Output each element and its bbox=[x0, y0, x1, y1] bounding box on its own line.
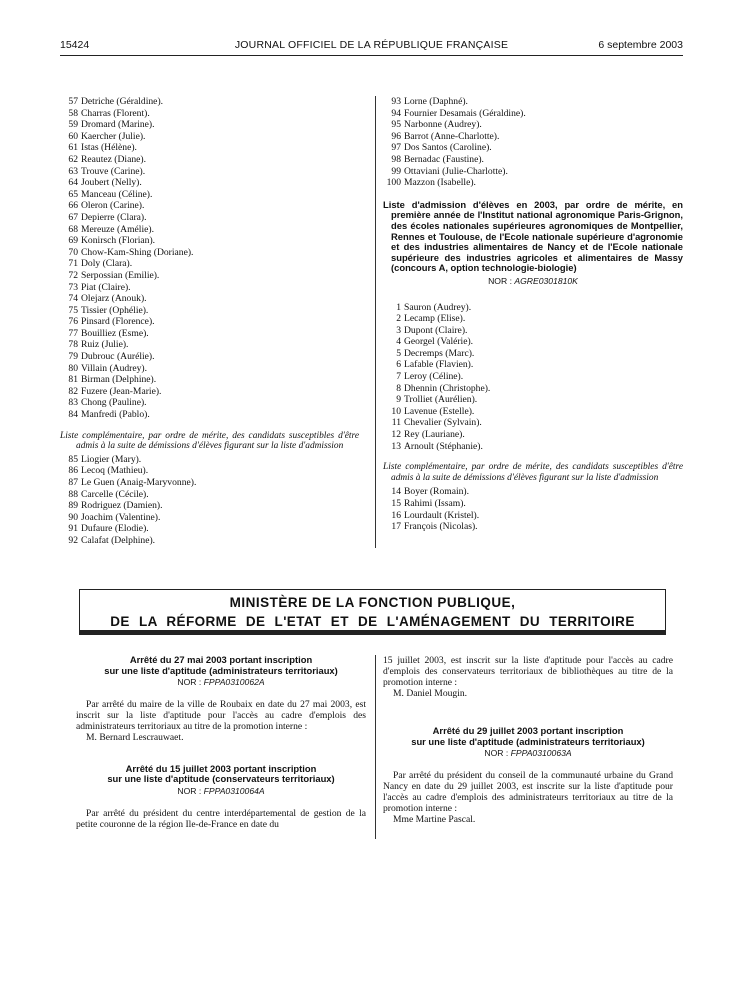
candidate-name: Istas (Hélène). bbox=[81, 142, 137, 154]
rank-number: 67 bbox=[68, 211, 78, 223]
nor-label: NOR : bbox=[177, 785, 202, 796]
list-item bbox=[383, 429, 683, 441]
candidate-name: Doly (Clara). bbox=[81, 258, 133, 270]
candidate-name: Dubrouc (Aurélie). bbox=[81, 351, 155, 363]
rank-number: 97 bbox=[391, 142, 401, 154]
ministry-heading-box bbox=[79, 589, 666, 635]
ministry-line-2: DE LA RÉFORME DE L'ETAT ET DE L'AMÉNAGEMENT DU TERRITOIRE bbox=[110, 614, 635, 629]
list-item bbox=[60, 454, 368, 466]
candidate-name: Reautez (Diane). bbox=[81, 153, 146, 165]
page-number: 15424 bbox=[60, 39, 90, 51]
list-item bbox=[383, 498, 683, 510]
list-item bbox=[383, 177, 683, 189]
rank-number: 3 bbox=[396, 324, 401, 336]
candidate-name: Narbonne (Audrey). bbox=[404, 119, 482, 131]
rank-number: 92 bbox=[68, 534, 78, 546]
rank-number: 86 bbox=[68, 465, 78, 477]
list-item bbox=[60, 108, 368, 120]
rank-number: 4 bbox=[396, 336, 401, 348]
list-item bbox=[60, 293, 368, 305]
list-item bbox=[60, 397, 368, 409]
rank-number: 60 bbox=[68, 130, 78, 142]
candidate-name: Trolliet (Aurélien). bbox=[404, 394, 478, 406]
rank-number: 2 bbox=[396, 313, 401, 325]
candidate-name: Dromard (Marine). bbox=[81, 119, 155, 131]
candidate-name: Lecamp (Elise). bbox=[404, 313, 466, 325]
candidate-name: Dhennin (Christophe). bbox=[404, 382, 491, 394]
lower-right-column bbox=[383, 655, 673, 825]
nor-label: NOR : bbox=[177, 677, 202, 688]
candidate-name: Dufaure (Elodie). bbox=[81, 523, 149, 535]
candidate-name: Olejarz (Anouk). bbox=[81, 293, 147, 305]
ranked-list-right bbox=[383, 96, 683, 189]
column-divider-top bbox=[375, 96, 376, 548]
list-item bbox=[383, 383, 683, 395]
list-item bbox=[60, 328, 368, 340]
list-item bbox=[60, 235, 368, 247]
list-item bbox=[60, 189, 368, 201]
list-item bbox=[60, 500, 368, 512]
arrete-3-title-line-2: sur une liste d'aptitude (administrateurs territoriaux) bbox=[411, 735, 645, 747]
list-item bbox=[60, 212, 368, 224]
candidate-name: Charras (Florent). bbox=[81, 107, 150, 119]
nor-code: AGRE0301810K bbox=[514, 275, 578, 286]
candidate-name: Joubert (Nelly). bbox=[81, 177, 142, 189]
rank-number: 57 bbox=[68, 96, 78, 107]
list-item bbox=[383, 119, 683, 131]
list-item bbox=[60, 512, 368, 524]
candidate-name: Tissier (Ophélie). bbox=[81, 304, 149, 316]
header-rule bbox=[60, 55, 683, 56]
list-item bbox=[60, 339, 368, 351]
list-item bbox=[60, 489, 368, 501]
nor-code: FPPA0310064A bbox=[203, 785, 265, 796]
list-item bbox=[60, 96, 368, 108]
rank-number: 17 bbox=[391, 521, 401, 533]
list-item bbox=[60, 409, 368, 421]
candidate-name: Georgel (Valérie). bbox=[404, 336, 474, 348]
rank-number: 71 bbox=[68, 258, 78, 270]
rank-number: 95 bbox=[391, 119, 401, 131]
rank-number: 61 bbox=[68, 142, 78, 154]
list-item bbox=[383, 96, 683, 108]
rank-number: 94 bbox=[391, 107, 401, 119]
arrete-3-body: Par arrêté du président du conseil de la communauté urbaine du Grand Nancy en date du 29 juillet 2003, est inscrite sur la liste d'aptitude pour l'accès au cadre d'emplois des administrateurs territoriaux au titre de la promotion interne : bbox=[383, 769, 673, 814]
candidate-name: Manceau (Céline). bbox=[81, 188, 153, 200]
list-item bbox=[60, 305, 368, 317]
arrete-1-title-line-2: sur une liste d'aptitude (administrateurs territoriaux) bbox=[104, 664, 338, 676]
list-item bbox=[383, 510, 683, 522]
rank-number: 82 bbox=[68, 385, 78, 397]
list-item bbox=[383, 359, 683, 371]
journal-title: JOURNAL OFFICIEL DE LA RÉPUBLIQUE FRANÇAISE bbox=[234, 39, 509, 51]
rank-number: 12 bbox=[391, 429, 401, 441]
candidate-name: Liogier (Mary). bbox=[81, 453, 142, 465]
rank-number: 72 bbox=[68, 269, 78, 281]
rank-number: 85 bbox=[68, 453, 78, 465]
candidate-name: Trouve (Carine). bbox=[81, 165, 146, 177]
list-item bbox=[383, 417, 683, 429]
rank-number: 65 bbox=[68, 188, 78, 200]
candidate-name: Dupont (Claire). bbox=[404, 324, 468, 336]
candidate-name: Lafable (Flavien). bbox=[404, 359, 474, 371]
arrete-2-title-line-1: Arrêté du 15 juillet 2003 portant inscription bbox=[125, 762, 317, 774]
list-item bbox=[383, 441, 683, 453]
nor-label: NOR : bbox=[484, 748, 509, 759]
list-item bbox=[60, 477, 368, 489]
complementary-list-left bbox=[60, 454, 368, 547]
rank-number: 89 bbox=[68, 500, 78, 512]
rank-number: 100 bbox=[386, 177, 401, 189]
rank-number: 91 bbox=[68, 523, 78, 535]
list-item bbox=[60, 374, 368, 386]
candidate-name: Birman (Delphine). bbox=[81, 374, 157, 386]
rank-number: 13 bbox=[391, 440, 401, 452]
list-item bbox=[60, 142, 368, 154]
complementary-intro-right: Liste complémentaire, par ordre de mérite, des candidats susceptibles d'être admis à la suite de démissions d'élèves figurant sur la liste d'admission bbox=[383, 462, 683, 483]
candidate-name: Bouilliez (Esme). bbox=[81, 327, 149, 339]
list-item bbox=[383, 486, 683, 498]
rank-number: 88 bbox=[68, 488, 78, 500]
list-item bbox=[383, 108, 683, 120]
candidate-name: Carcelle (Cécile). bbox=[81, 488, 149, 500]
rank-number: 59 bbox=[68, 119, 78, 131]
candidate-name: Lorne (Daphné). bbox=[404, 96, 468, 107]
list-item bbox=[60, 465, 368, 477]
ministry-line-1: MINISTÈRE DE LA FONCTION PUBLIQUE, bbox=[229, 595, 516, 610]
list-item bbox=[383, 154, 683, 166]
candidate-name: François (Nicolas). bbox=[404, 521, 478, 533]
admission-list-title: Liste d'admission d'élèves en 2003, par ordre de mérite, en première année de l'Institut national agronomique Paris-Grignon, des écoles nationales supérieures agronomiques de Montpellier, Rennes et Toulouse, de l'Ecole nationale supérieure d'agronomie et des industries alimentaires de Nancy et de l'Ecole nationale supérieure des industries agricoles et alimentaires de Massy (concours A, option technologie-biologie) bbox=[383, 198, 683, 274]
list-item bbox=[383, 142, 683, 154]
arrete-2-person: M. Daniel Mougin. bbox=[393, 688, 468, 699]
candidate-name: Leroy (Céline). bbox=[404, 371, 464, 383]
rank-number: 70 bbox=[68, 246, 78, 258]
nor-label: NOR : bbox=[488, 275, 512, 286]
candidate-name: Konirsch (Florian). bbox=[81, 235, 156, 247]
rank-number: 99 bbox=[391, 165, 401, 177]
candidate-name: Chow-Kam-Shing (Doriane). bbox=[81, 246, 194, 258]
rank-number: 15 bbox=[391, 498, 401, 509]
list-item bbox=[383, 313, 683, 325]
candidate-name: Lourdault (Kristel). bbox=[404, 509, 480, 521]
rank-number: 81 bbox=[68, 374, 78, 386]
rank-number: 79 bbox=[68, 351, 78, 363]
list-item bbox=[60, 247, 368, 259]
rank-number: 90 bbox=[68, 511, 78, 523]
candidate-name: Dos Santos (Caroline). bbox=[404, 142, 492, 154]
candidate-name: Rahimi (Issam). bbox=[404, 498, 466, 509]
arrete-2-continued: 15 juillet 2003, est inscrit sur la liste d'aptitude pour l'accès au cadre d'emplois des conservateurs territoriaux de bibliothèques au titre de la promotion interne : bbox=[383, 655, 673, 688]
list-item bbox=[383, 302, 683, 314]
candidate-name: Depierre (Clara). bbox=[81, 211, 147, 223]
candidate-name: Lavenue (Estelle). bbox=[404, 405, 475, 417]
arrete-2-body: Par arrêté du président du centre interdépartemental de gestion de la petite couronne de la région Ile-de-France en date du bbox=[76, 807, 366, 830]
arrete-3-person: Mme Martine Pascal. bbox=[393, 813, 476, 825]
candidate-name: Joachim (Valentine). bbox=[81, 511, 161, 523]
rank-number: 87 bbox=[68, 477, 78, 488]
right-column bbox=[383, 96, 683, 533]
arrete-1-nor bbox=[76, 677, 366, 689]
rank-number: 62 bbox=[68, 153, 78, 165]
candidate-name: Piat (Claire). bbox=[81, 281, 131, 293]
candidate-name: Chong (Pauline). bbox=[81, 397, 147, 409]
candidate-name: Fuzere (Jean-Marie). bbox=[81, 385, 162, 397]
rank-number: 75 bbox=[68, 304, 78, 316]
candidate-name: Chevalier (Sylvain). bbox=[404, 417, 482, 429]
list-item bbox=[60, 386, 368, 398]
list-item bbox=[383, 325, 683, 337]
rank-number: 73 bbox=[68, 281, 78, 293]
list-item bbox=[60, 166, 368, 178]
complementary-list-right bbox=[383, 486, 683, 532]
rank-number: 14 bbox=[391, 486, 401, 498]
candidate-name: Detriche (Géraldine). bbox=[81, 96, 164, 107]
arrete-1-person: M. Bernard Lescrauwaet. bbox=[86, 731, 184, 743]
rank-number: 16 bbox=[391, 509, 401, 521]
arrete-3-nor bbox=[383, 748, 673, 760]
rank-number: 78 bbox=[68, 339, 78, 351]
rank-number: 58 bbox=[68, 107, 78, 119]
arrete-2-nor bbox=[76, 786, 366, 798]
page-header bbox=[60, 39, 683, 53]
candidate-name: Ruiz (Julie). bbox=[81, 339, 129, 351]
column-divider-bottom bbox=[375, 655, 376, 839]
rank-number: 84 bbox=[68, 409, 78, 421]
rank-number: 63 bbox=[68, 165, 78, 177]
list-item bbox=[383, 336, 683, 348]
nor-code: FPPA0310063A bbox=[510, 748, 572, 759]
rank-number: 66 bbox=[68, 200, 78, 212]
list-item bbox=[60, 523, 368, 535]
rank-number: 8 bbox=[396, 382, 401, 394]
candidate-name: Calafat (Delphine). bbox=[81, 534, 156, 546]
list-item bbox=[383, 394, 683, 406]
rank-number: 98 bbox=[391, 153, 401, 165]
candidate-name: Kaercher (Julie). bbox=[81, 130, 146, 142]
list-item bbox=[383, 348, 683, 360]
rank-number: 93 bbox=[391, 96, 401, 107]
complementary-intro-left: Liste complémentaire, par ordre de mérite, des candidats susceptibles d'être admis à la suite de démissions d'élèves figurant sur la liste d'admission bbox=[60, 430, 359, 452]
list-item bbox=[60, 535, 368, 547]
rank-number: 11 bbox=[391, 417, 401, 429]
rank-number: 64 bbox=[68, 177, 78, 189]
arrete-1-body: Par arrêté du maire de la ville de Roubaix en date du 27 mai 2003, est inscrit sur la liste d'aptitude pour l'accès au cadre d'emplois des administrateurs territoriaux au titre de la promotion interne : bbox=[76, 698, 366, 732]
list-item bbox=[383, 131, 683, 143]
rank-number: 10 bbox=[391, 405, 401, 417]
rank-number: 5 bbox=[396, 347, 401, 359]
candidate-name: Le Guen (Anaig-Maryvonne). bbox=[81, 477, 197, 488]
list-item bbox=[60, 200, 368, 212]
rank-number: 7 bbox=[396, 371, 401, 383]
list-item bbox=[60, 258, 368, 270]
rank-number: 9 bbox=[396, 394, 401, 406]
arrete-1-title-line-1: Arrêté du 27 mai 2003 portant inscription bbox=[129, 654, 313, 665]
candidate-name: Lecoq (Mathieu). bbox=[81, 465, 149, 477]
list-item bbox=[60, 224, 368, 236]
list-item bbox=[383, 371, 683, 383]
rank-number: 69 bbox=[68, 235, 78, 247]
list-item bbox=[383, 166, 683, 178]
rank-number: 74 bbox=[68, 293, 78, 305]
admission-nor bbox=[383, 276, 683, 288]
list-item bbox=[60, 270, 368, 282]
candidate-name: Oleron (Carine). bbox=[81, 200, 145, 212]
rank-number: 6 bbox=[396, 359, 401, 371]
ministry-box-shadow bbox=[80, 630, 666, 634]
candidate-name: Rodriguez (Damien). bbox=[81, 500, 163, 512]
candidate-name: Pinsard (Florence). bbox=[81, 316, 155, 328]
candidate-name: Bernadac (Faustine). bbox=[404, 153, 484, 165]
rank-number: 77 bbox=[68, 327, 78, 339]
arrete-2-title-line-2: sur une liste d'aptitude (conservateurs territoriaux) bbox=[107, 773, 335, 785]
list-item bbox=[383, 521, 683, 533]
ranked-list-left bbox=[60, 96, 368, 421]
list-item bbox=[60, 119, 368, 131]
list-item bbox=[60, 177, 368, 189]
rank-number: 1 bbox=[396, 301, 401, 313]
candidate-name: Manfredi (Pablo). bbox=[81, 409, 150, 421]
candidate-name: Sauron (Audrey). bbox=[404, 301, 472, 313]
candidate-name: Ottaviani (Julie-Charlotte). bbox=[404, 165, 508, 177]
admission-list bbox=[383, 302, 683, 453]
candidate-name: Boyer (Romain). bbox=[404, 486, 470, 498]
list-item bbox=[60, 316, 368, 328]
arrete-3-title-line-1: Arrêté du 29 juillet 2003 portant inscription bbox=[432, 725, 624, 736]
rank-number: 76 bbox=[68, 316, 78, 328]
rank-number: 83 bbox=[68, 397, 78, 409]
list-item bbox=[60, 282, 368, 294]
candidate-name: Mazzon (Isabelle). bbox=[404, 177, 476, 189]
candidate-name: Villain (Audrey). bbox=[81, 362, 148, 374]
candidate-name: Serpossian (Emilie). bbox=[81, 269, 160, 281]
candidate-name: Mereuze (Amélie). bbox=[81, 223, 154, 235]
list-item bbox=[60, 131, 368, 143]
rank-number: 80 bbox=[68, 362, 78, 374]
candidate-name: Decremps (Marc). bbox=[404, 347, 475, 359]
rank-number: 68 bbox=[68, 223, 78, 235]
list-item bbox=[60, 154, 368, 166]
candidate-name: Barrot (Anne-Charlotte). bbox=[404, 130, 500, 142]
candidate-name: Rey (Lauriane). bbox=[404, 429, 465, 441]
nor-code: FPPA0310062A bbox=[203, 677, 265, 688]
list-item bbox=[383, 406, 683, 418]
candidate-name: Arnoult (Stéphanie). bbox=[404, 440, 483, 452]
list-item bbox=[60, 351, 368, 363]
candidate-name: Fournier Desamais (Géraldine). bbox=[404, 107, 526, 119]
rank-number: 96 bbox=[391, 130, 401, 142]
left-column bbox=[60, 96, 368, 547]
lower-left-column bbox=[76, 655, 366, 830]
publication-date: 6 septembre 2003 bbox=[598, 39, 683, 51]
list-item bbox=[60, 363, 368, 375]
